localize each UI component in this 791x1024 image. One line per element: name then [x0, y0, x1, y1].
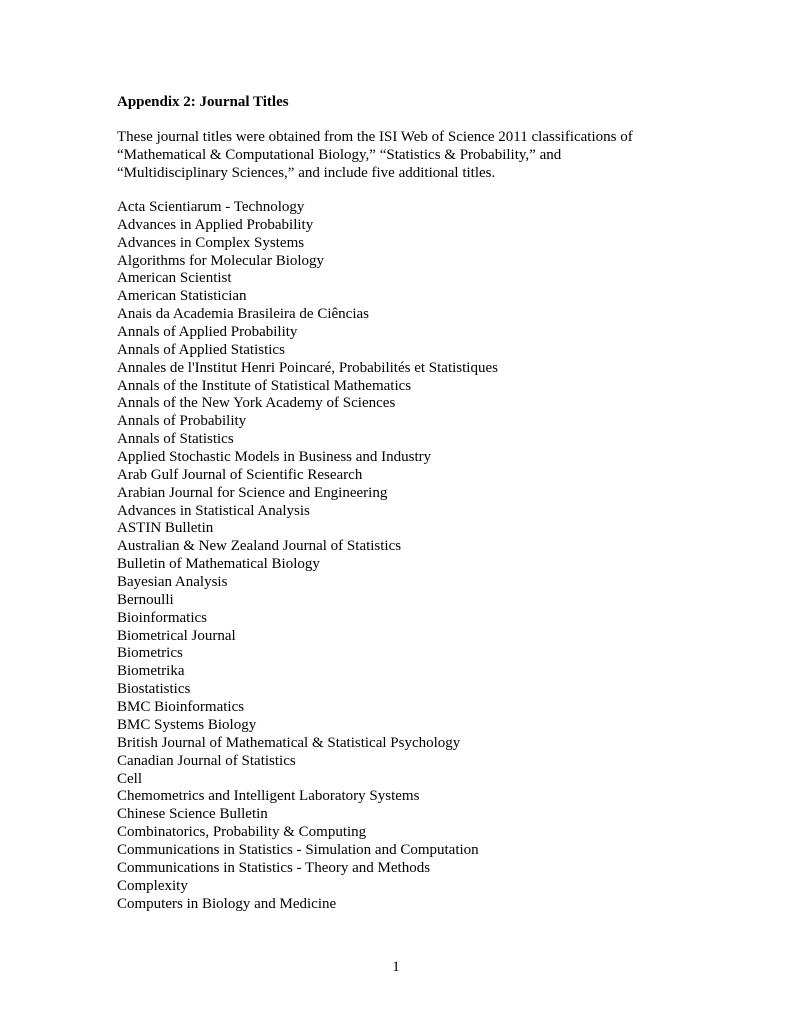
journal-title: Bayesian Analysis [117, 574, 228, 591]
intro-paragraph [117, 128, 697, 182]
intro-line: “Multidisciplinary Sciences,” and include five additional titles. [117, 165, 496, 181]
page-number: 1 [392, 959, 400, 975]
journal-title: Advances in Applied Probability [117, 216, 314, 233]
journal-title: Combinatorics, Probability & Computing [117, 824, 367, 841]
journal-title: Cell [117, 770, 142, 787]
journal-title: Biostatistics [117, 681, 191, 698]
journal-title: British Journal of Mathematical & Statistical Psychology [117, 734, 461, 751]
journal-title: Arabian Journal for Science and Engineering [117, 484, 388, 501]
journal-title: Australian & New Zealand Journal of Statistics [117, 538, 402, 555]
journal-title: BMC Systems Biology [117, 716, 257, 733]
journal-title: Biometrical Journal [117, 627, 236, 644]
journal-title: Annals of Probability [117, 413, 247, 430]
journal-title: Acta Scientiarum - Technology [117, 199, 305, 215]
journal-title: Communications in Statistics - Simulation and Computation [117, 841, 479, 858]
journal-title: ASTIN Bulletin [117, 520, 214, 537]
journal-title: Chemometrics and Intelligent Laboratory Systems [117, 788, 420, 805]
journal-title: Annals of the New York Academy of Sciences [117, 395, 396, 412]
journal-title: Applied Stochastic Models in Business and Industry [117, 449, 432, 466]
intro-line: These journal titles were obtained from the ISI Web of Science 2011 classifications of [117, 129, 633, 145]
journal-title: Annals of Applied Probability [117, 324, 298, 341]
journal-title: Bulletin of Mathematical Biology [117, 556, 320, 573]
journal-title: Chinese Science Bulletin [117, 806, 268, 823]
journal-title: American Statistician [117, 288, 247, 305]
journal-title: Biometrics [117, 645, 183, 662]
journal-title: Advances in Statistical Analysis [117, 502, 310, 519]
journal-title: Bioinformatics [117, 609, 207, 626]
journal-title: Canadian Journal of Statistics [117, 752, 296, 769]
journal-title: Annals of Statistics [117, 431, 234, 448]
journal-title: American Scientist [117, 270, 232, 287]
journal-title: Biometrika [117, 663, 185, 680]
journal-list [117, 199, 498, 913]
intro-line: “Mathematical & Computational Biology,” “Statistics & Probability,” and [117, 147, 562, 163]
journal-title: Communications in Statistics - Theory and Methods [117, 859, 431, 876]
journal-title: Algorithms for Molecular Biology [117, 252, 325, 269]
journal-title: Arab Gulf Journal of Scientific Research [117, 466, 363, 483]
journal-title: Computers in Biology and Medicine [117, 895, 337, 912]
journal-title: Complexity [117, 877, 188, 894]
page-title: Appendix 2: Journal Titles [117, 94, 289, 110]
journal-title: Anais da Academia Brasileira de Ciências [117, 306, 369, 323]
journal-title: Annals of Applied Statistics [117, 341, 285, 358]
journal-title: Advances in Complex Systems [117, 234, 305, 251]
journal-title: Annals of the Institute of Statistical Mathematics [117, 377, 412, 394]
journal-title: Annales de l'Institut Henri Poincaré, Probabilités et Statistiques [117, 359, 498, 376]
journal-title: Bernoulli [117, 591, 174, 608]
journal-title: BMC Bioinformatics [117, 699, 245, 716]
